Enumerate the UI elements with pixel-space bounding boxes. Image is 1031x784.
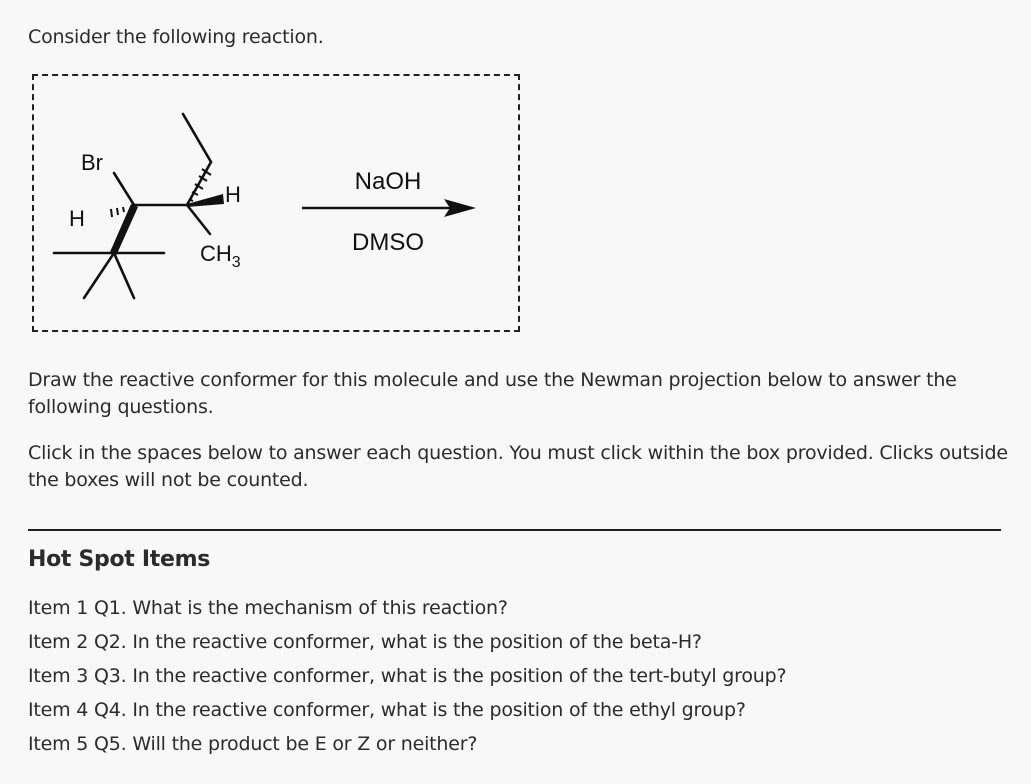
reagent-label: NaOH [354, 168, 422, 195]
hot-spot-item-3[interactable]: Item 3 Q3. In the reactive conformer, what is the position of the tert-butyl group? [28, 665, 787, 687]
hot-spot-title: Hot Spot Items [28, 547, 211, 572]
methyl-label-main: CH [200, 241, 232, 266]
reaction-scheme [34, 76, 522, 334]
hot-spot-item-4[interactable]: Item 4 Q4. In the reactive conformer, what is the position of the ethyl group? [28, 699, 746, 721]
hot-spot-item-5[interactable]: Item 5 Q5. Will the product be E or Z or neither? [28, 733, 478, 755]
hash-bond-h-left [111, 207, 124, 217]
hydrogen-left-label: H [69, 206, 85, 231]
reaction-figure [32, 74, 520, 332]
methyl-label-subscript: 3 [231, 254, 241, 271]
instruction-paragraph-2: Click in the spaces below to answer each question. You must click within the box provided. Clicks outside the boxes will not be counted. [28, 442, 1008, 491]
methyl-label [200, 241, 241, 271]
intro-text: Consider the following reaction. [28, 26, 324, 48]
hot-spot-item-2[interactable]: Item 2 Q2. In the reactive conformer, what is the position of the beta-H? [28, 631, 702, 653]
hydrogen-right-label: H [225, 182, 241, 207]
hot-spot-item-1[interactable]: Item 1 Q1. What is the mechanism of this reaction? [28, 597, 508, 619]
solvent-label: DMSO [352, 229, 424, 256]
section-divider [28, 529, 1001, 531]
hot-spot-item-list [28, 595, 786, 765]
bromine-label: Br [81, 150, 103, 175]
instruction-paragraph-1: Draw the reactive conformer for this molecule and use the Newman projection below to answer the following questions. [28, 369, 957, 418]
